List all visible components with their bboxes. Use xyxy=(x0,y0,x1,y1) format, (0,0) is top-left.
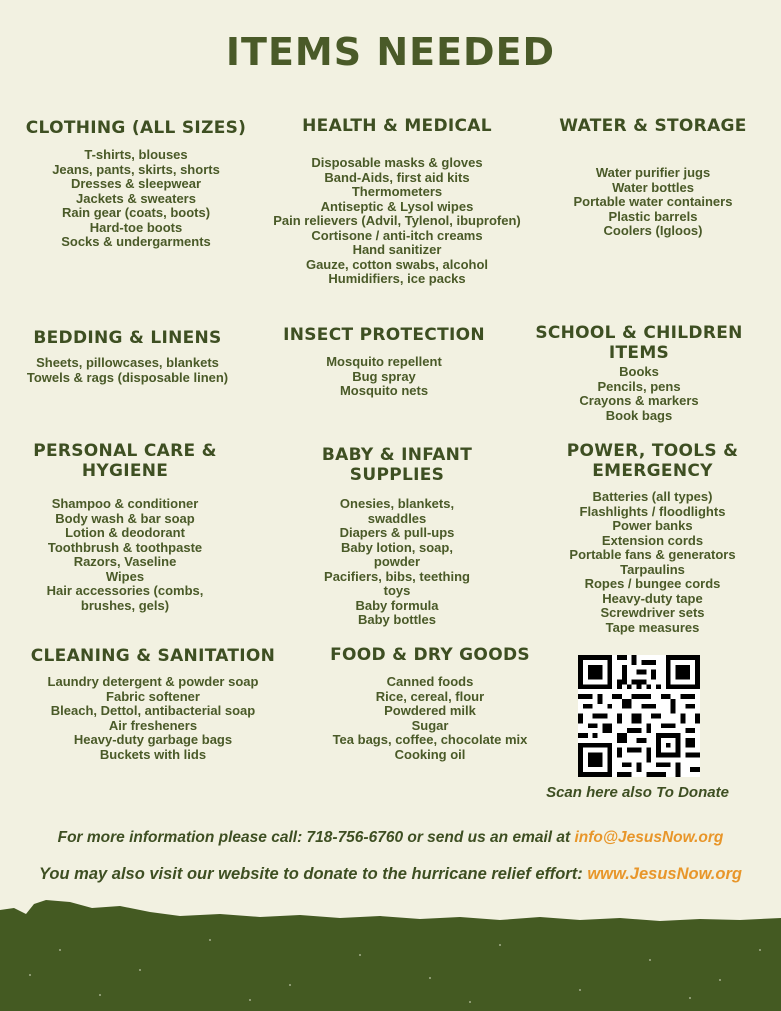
list-item: T-shirts, blouses xyxy=(84,147,188,162)
list-item: Power banks xyxy=(612,518,693,533)
list-item: Jackets & sweaters xyxy=(76,190,196,206)
section-title-line-2: SUPPLIES xyxy=(349,465,445,485)
list-item: Crayons & markers xyxy=(579,393,699,408)
list-item: Laundry detergent & powder soap xyxy=(47,674,259,689)
list-item: Fabric softener xyxy=(106,688,200,704)
list-item: Rain gear (coats, boots) xyxy=(61,205,211,220)
list-item: Ropes / bungee cords xyxy=(584,576,721,591)
section-title-line-2: ITEMS xyxy=(608,343,670,363)
contact-text: For more information please call: 718-756-6760 or send us an email at xyxy=(57,829,575,846)
section-water xyxy=(536,116,770,239)
list-item: Air fresheners xyxy=(108,717,198,733)
list-item: Canned foods xyxy=(386,674,474,689)
section-title: WATER & STORAGE xyxy=(559,116,747,136)
item-list xyxy=(520,365,758,423)
list-item: Mosquito repellent xyxy=(326,354,442,369)
list-item: Books xyxy=(619,364,659,379)
list-item: Cortisone / anti-itch creams xyxy=(311,227,483,243)
list-item: Plastic barrels xyxy=(608,208,698,224)
section-baby xyxy=(290,445,504,628)
list-item: Gauze, cotton swabs, alcohol xyxy=(305,256,489,272)
section-insect xyxy=(266,325,502,399)
list-item: Bug spray xyxy=(352,368,416,384)
qr-caption: Scan here also To Donate xyxy=(546,784,729,801)
item-list xyxy=(10,497,240,613)
list-item: powder xyxy=(373,554,421,569)
list-item: Disposable masks & gloves xyxy=(311,155,483,170)
item-list xyxy=(540,490,765,635)
list-item: Onesies, blankets, xyxy=(339,496,455,511)
section-bedding xyxy=(10,328,245,385)
list-item: Humidifiers, ice packs xyxy=(328,271,466,286)
list-item: Tarpaulins xyxy=(620,561,685,577)
item-list xyxy=(10,148,262,250)
section-cleaning xyxy=(12,646,294,762)
list-item: Jeans, pants, skirts, shorts xyxy=(52,161,220,177)
section-food xyxy=(305,645,555,762)
list-item: Towels & rags (disposable linen) xyxy=(26,369,229,385)
website-link[interactable]: www.JesusNow.org xyxy=(587,865,742,883)
list-item: Razors, Vaseline xyxy=(73,554,177,569)
section-title: INSECT PROTECTION xyxy=(283,325,485,345)
item-list xyxy=(10,356,245,385)
list-item: toys xyxy=(383,583,411,598)
section-title: BEDDING & LINENS xyxy=(33,328,222,348)
list-item: Dresses & sleepwear xyxy=(70,176,202,191)
list-item: Mosquito nets xyxy=(339,383,429,398)
page-title: ITEMS NEEDED xyxy=(225,30,556,74)
list-item: Pacifiers, bibs, teething xyxy=(324,568,470,584)
list-item: Water purifier jugs xyxy=(595,165,711,180)
website-line xyxy=(0,865,781,884)
list-item: Portable water containers xyxy=(573,194,733,209)
list-item: Water bottles xyxy=(612,179,694,195)
donate-qr-code[interactable] xyxy=(578,655,700,777)
list-item: Bleach, Dettol, antibacterial soap xyxy=(50,703,256,718)
list-item: Lotion & deodorant xyxy=(65,525,185,540)
section-title: PERSONAL CARE & xyxy=(33,441,217,461)
section-title-line-2: HYGIENE xyxy=(81,461,169,481)
list-item: Sugar xyxy=(411,717,449,733)
list-item: Pencils, pens xyxy=(597,378,681,394)
list-item: Pain relievers (Advil, Tylenol, ibuprofen) xyxy=(273,213,521,228)
section-title: CLOTHING (ALL SIZES) xyxy=(25,118,247,138)
list-item: Flashlights / floodlights xyxy=(579,503,726,519)
section-power xyxy=(540,441,765,635)
website-text: You may also visit our website to donate to the hurricane relief effort: xyxy=(39,865,588,883)
list-item: Extension cords xyxy=(601,532,704,548)
list-item: Wipes xyxy=(105,568,145,584)
list-item: Hand sanitizer xyxy=(352,242,442,257)
ground-decoration xyxy=(0,890,781,1011)
item-list xyxy=(256,156,538,287)
list-item: Sheets, pillowcases, blankets xyxy=(36,355,219,370)
list-item: Thermometers xyxy=(351,184,443,199)
list-item: Toothbrush & toothpaste xyxy=(47,539,203,555)
contact-line xyxy=(0,829,781,847)
list-item: Cooking oil xyxy=(394,746,466,762)
email-link[interactable]: info@JesusNow.org xyxy=(574,829,724,846)
list-item: Buckets with lids xyxy=(99,746,207,762)
list-item: Rice, cereal, flour xyxy=(375,688,485,704)
list-item: Portable fans & generators xyxy=(569,547,736,562)
list-item: Hard-toe boots xyxy=(89,219,183,235)
item-list xyxy=(290,497,504,628)
section-personal-care xyxy=(10,441,240,613)
list-item: Book bags xyxy=(605,407,673,423)
list-item: Baby lotion, soap, xyxy=(341,539,453,555)
list-item: Antiseptic & Lysol wipes xyxy=(320,198,474,214)
section-clothing xyxy=(10,118,262,250)
section-school xyxy=(520,323,758,423)
list-item: Powdered milk xyxy=(384,703,476,718)
list-item: brushes, gels) xyxy=(80,597,170,613)
section-health xyxy=(256,116,538,287)
list-item: Shampoo & conditioner xyxy=(51,496,199,511)
item-list xyxy=(12,675,294,762)
section-title: HEALTH & MEDICAL xyxy=(302,116,492,136)
section-title: BABY & INFANT xyxy=(321,445,473,465)
section-title: CLEANING & SANITATION xyxy=(30,646,276,666)
list-item: Tea bags, coffee, chocolate mix xyxy=(332,732,528,747)
list-item: Baby bottles xyxy=(357,612,436,627)
section-title: POWER, TOOLS & xyxy=(566,441,739,461)
list-item: Baby formula xyxy=(355,597,439,613)
item-list xyxy=(266,355,502,399)
section-title-line-2: EMERGENCY xyxy=(592,461,713,481)
list-item: Tape measures xyxy=(605,619,700,635)
section-title: SCHOOL & CHILDREN xyxy=(535,323,743,343)
list-item: Diapers & pull-ups xyxy=(339,525,455,540)
section-title: FOOD & DRY GOODS xyxy=(330,645,530,665)
list-item: Batteries (all types) xyxy=(592,489,713,504)
list-item: Socks & undergarments xyxy=(61,234,211,249)
item-list xyxy=(536,166,770,239)
list-item: Body wash & bar soap xyxy=(55,510,195,526)
list-item: Screwdriver sets xyxy=(600,605,705,620)
list-item: Hair accessories (combs, xyxy=(46,583,204,598)
list-item: Heavy-duty tape xyxy=(602,590,703,606)
list-item: Heavy-duty garbage bags xyxy=(73,732,233,747)
item-list xyxy=(305,675,555,762)
list-item: swaddles xyxy=(367,510,427,526)
list-item: Coolers (Igloos) xyxy=(603,223,703,238)
list-item: Band-Aids, first aid kits xyxy=(324,169,470,185)
